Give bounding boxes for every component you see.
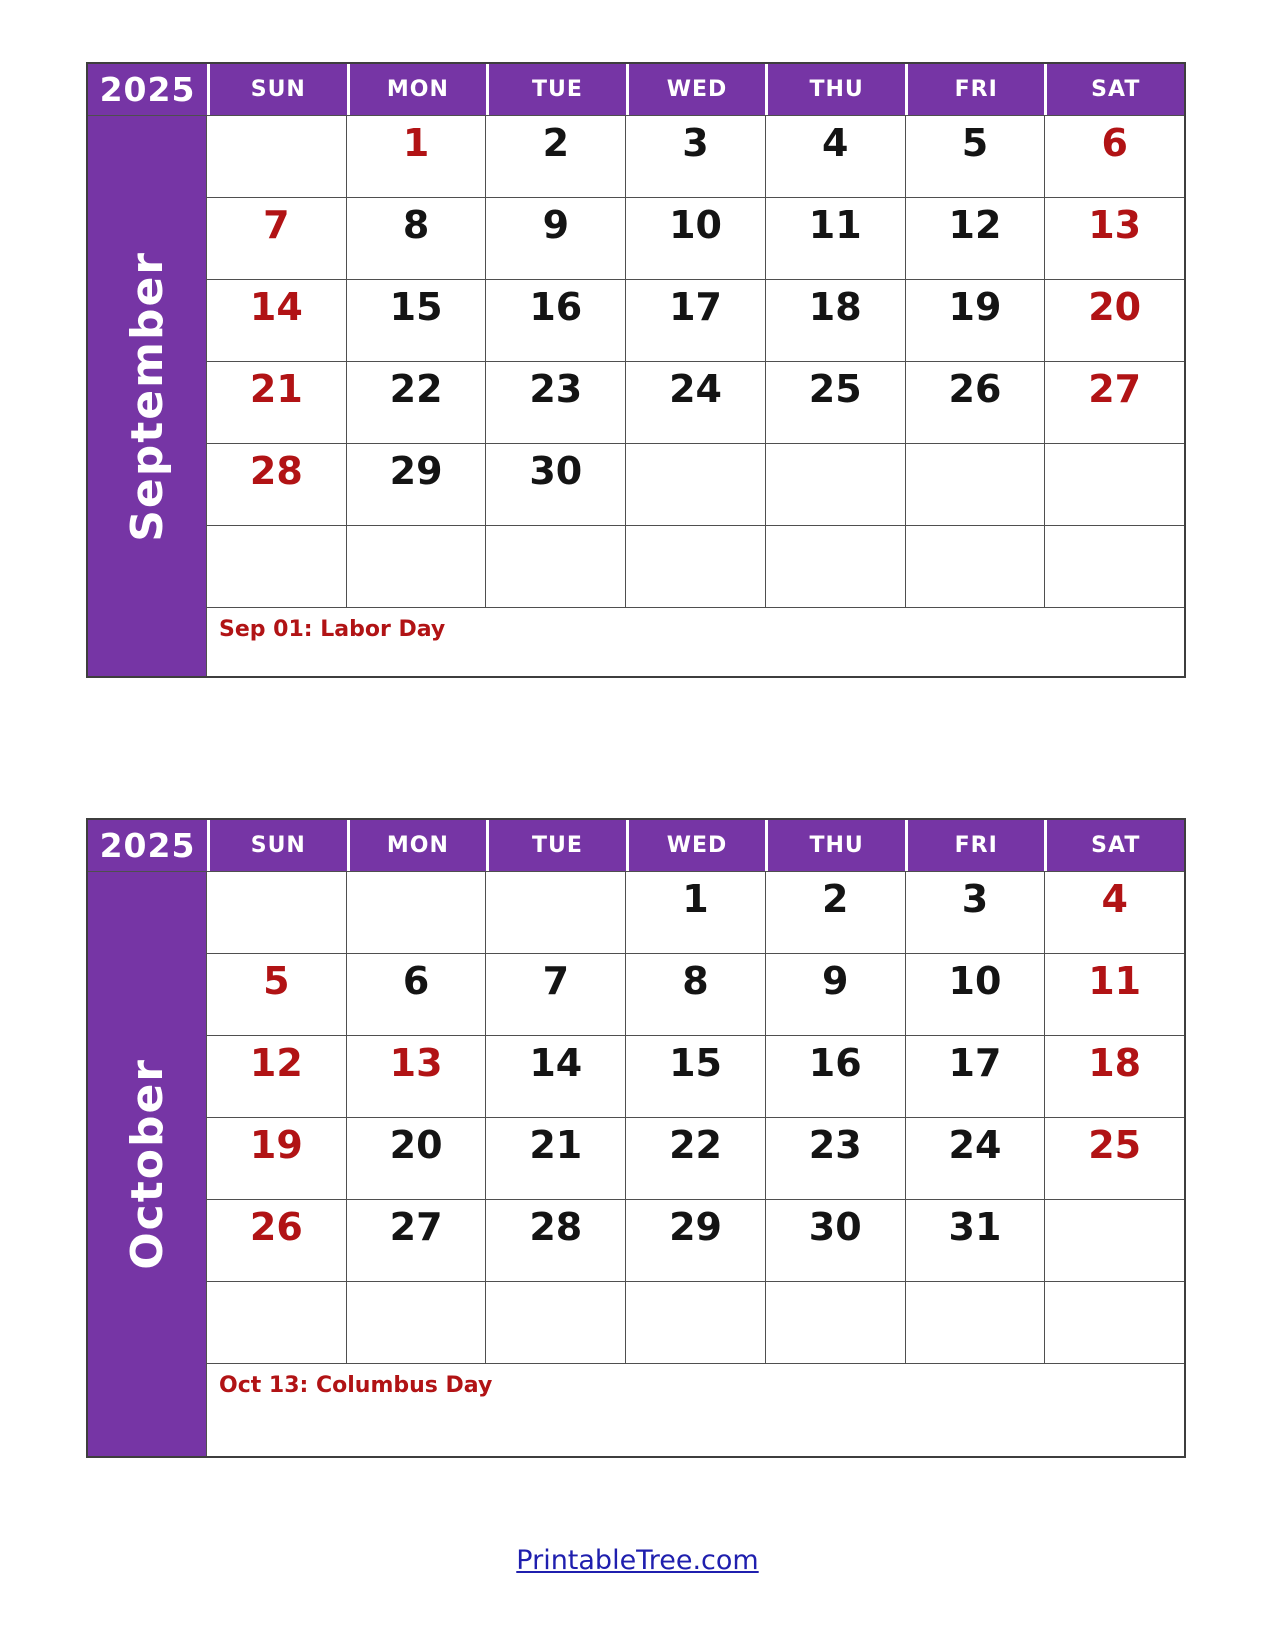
date-cell-26: 26 xyxy=(249,1205,303,1249)
date-cell-9: 9 xyxy=(765,954,905,1035)
week-row xyxy=(207,116,1184,198)
date-cell-empty xyxy=(905,1282,1045,1363)
week-row xyxy=(207,444,1184,526)
day-header-tue: TUE xyxy=(486,820,626,871)
date-cell-3: 3 xyxy=(905,872,1045,953)
day-header-thu: THU xyxy=(765,64,905,115)
date-cell-8: 8 xyxy=(346,198,486,279)
date-cell-12: 12 xyxy=(249,1041,303,1085)
day-header-fri: FRI xyxy=(905,820,1045,871)
date-cell-6: 6 xyxy=(1044,116,1184,197)
footer-link[interactable]: PrintableTree.com xyxy=(516,1545,759,1576)
date-cell-empty xyxy=(485,872,625,953)
date-cell-29: 29 xyxy=(625,1200,765,1281)
date-cell-empty xyxy=(346,1282,486,1363)
date-cell-empty xyxy=(1044,1282,1184,1363)
date-cell-empty xyxy=(765,1282,905,1363)
date-cell-20: 20 xyxy=(1044,280,1184,361)
month-label: October xyxy=(121,1058,173,1270)
date-cell-21: 21 xyxy=(485,1118,625,1199)
date-cell-30: 30 xyxy=(485,444,625,525)
date-cell-15: 15 xyxy=(346,280,486,361)
date-cell-5: 5 xyxy=(263,959,290,1003)
date-cell-2: 2 xyxy=(485,116,625,197)
date-cell-empty xyxy=(485,1282,625,1363)
date-cell-empty xyxy=(905,444,1045,525)
date-cell-5: 5 xyxy=(905,116,1045,197)
date-cell-4: 4 xyxy=(1044,872,1184,953)
date-cell-13: 13 xyxy=(1044,198,1184,279)
day-header-thu: THU xyxy=(765,820,905,871)
date-cell-empty xyxy=(905,526,1045,607)
date-cell-23: 23 xyxy=(485,362,625,443)
calendar-september xyxy=(86,62,1186,678)
date-cell-29: 29 xyxy=(346,444,486,525)
date-cell-empty xyxy=(1044,1200,1184,1281)
date-cell-empty xyxy=(1044,526,1184,607)
day-header-sat: SAT xyxy=(1044,64,1184,115)
header-row xyxy=(88,820,1184,872)
date-cell-empty xyxy=(346,526,486,607)
holiday-note: Oct 13: Columbus Day xyxy=(219,1373,493,1398)
date-cell-2: 2 xyxy=(765,872,905,953)
date-cell-1: 1 xyxy=(625,872,765,953)
calendar-october xyxy=(86,818,1186,1458)
month-label: September xyxy=(121,250,173,542)
date-cell-17: 17 xyxy=(625,280,765,361)
date-cell-19: 19 xyxy=(905,280,1045,361)
day-header-sun: SUN xyxy=(207,64,347,115)
date-cell-11: 11 xyxy=(765,198,905,279)
date-cell-4: 4 xyxy=(765,116,905,197)
week-row xyxy=(207,1118,1184,1200)
day-header-tue: TUE xyxy=(486,64,626,115)
date-cell-24: 24 xyxy=(625,362,765,443)
date-cell-empty xyxy=(765,526,905,607)
holiday-note: Sep 01: Labor Day xyxy=(219,617,446,642)
date-cell-20: 20 xyxy=(346,1118,486,1199)
week-row xyxy=(207,1200,1184,1282)
date-cell-16: 16 xyxy=(485,280,625,361)
year-label: 2025 xyxy=(99,70,196,109)
week-row xyxy=(207,954,1184,1036)
date-cell-11: 11 xyxy=(1044,954,1184,1035)
date-cell-27: 27 xyxy=(346,1200,486,1281)
date-cell-7: 7 xyxy=(263,203,290,247)
date-cell-22: 22 xyxy=(346,362,486,443)
date-cell-21: 21 xyxy=(249,367,303,411)
day-header-sat: SAT xyxy=(1044,820,1184,871)
date-cell-30: 30 xyxy=(765,1200,905,1281)
date-cell-empty xyxy=(207,872,346,953)
week-row xyxy=(207,1282,1184,1364)
day-header-mon: MON xyxy=(347,820,487,871)
date-cell-14: 14 xyxy=(485,1036,625,1117)
date-grid xyxy=(207,872,1184,1456)
year-label: 2025 xyxy=(99,826,196,865)
date-cell-empty xyxy=(207,526,346,607)
date-cell-19: 19 xyxy=(249,1123,303,1167)
date-cell-25: 25 xyxy=(765,362,905,443)
date-cell-9: 9 xyxy=(485,198,625,279)
day-header-sun: SUN xyxy=(207,820,347,871)
date-cell-6: 6 xyxy=(346,954,486,1035)
date-cell-13: 13 xyxy=(346,1036,486,1117)
date-cell-1: 1 xyxy=(346,116,486,197)
date-cell-3: 3 xyxy=(625,116,765,197)
date-cell-empty xyxy=(625,444,765,525)
date-cell-17: 17 xyxy=(905,1036,1045,1117)
header-row xyxy=(88,64,1184,116)
day-header-wed: WED xyxy=(626,820,766,871)
date-cell-empty xyxy=(765,444,905,525)
date-cell-16: 16 xyxy=(765,1036,905,1117)
date-cell-7: 7 xyxy=(485,954,625,1035)
day-header-mon: MON xyxy=(347,64,487,115)
footer xyxy=(0,1545,1275,1576)
date-cell-empty xyxy=(207,116,346,197)
date-cell-28: 28 xyxy=(485,1200,625,1281)
week-row xyxy=(207,872,1184,954)
date-cell-10: 10 xyxy=(905,954,1045,1035)
week-row xyxy=(207,1036,1184,1118)
date-cell-empty xyxy=(485,526,625,607)
date-cell-12: 12 xyxy=(905,198,1045,279)
week-row xyxy=(207,526,1184,608)
date-cell-27: 27 xyxy=(1044,362,1184,443)
date-cell-empty xyxy=(207,1282,346,1363)
date-cell-23: 23 xyxy=(765,1118,905,1199)
month-sidebar xyxy=(88,872,207,1456)
date-cell-empty xyxy=(625,1282,765,1363)
date-cell-22: 22 xyxy=(625,1118,765,1199)
date-cell-10: 10 xyxy=(625,198,765,279)
week-row xyxy=(207,280,1184,362)
week-row xyxy=(207,362,1184,444)
date-cell-15: 15 xyxy=(625,1036,765,1117)
date-cell-24: 24 xyxy=(905,1118,1045,1199)
date-cell-28: 28 xyxy=(249,449,303,493)
date-cell-31: 31 xyxy=(905,1200,1045,1281)
month-sidebar xyxy=(88,116,207,676)
date-cell-empty xyxy=(1044,444,1184,525)
date-cell-18: 18 xyxy=(765,280,905,361)
date-cell-8: 8 xyxy=(625,954,765,1035)
week-row xyxy=(207,198,1184,280)
date-cell-18: 18 xyxy=(1044,1036,1184,1117)
date-grid xyxy=(207,116,1184,676)
date-cell-empty xyxy=(346,872,486,953)
date-cell-25: 25 xyxy=(1044,1118,1184,1199)
day-header-fri: FRI xyxy=(905,64,1045,115)
calendar-body xyxy=(88,872,1184,1456)
date-cell-26: 26 xyxy=(905,362,1045,443)
date-cell-14: 14 xyxy=(249,285,303,329)
day-header-wed: WED xyxy=(626,64,766,115)
date-cell-empty xyxy=(625,526,765,607)
calendar-body xyxy=(88,116,1184,676)
